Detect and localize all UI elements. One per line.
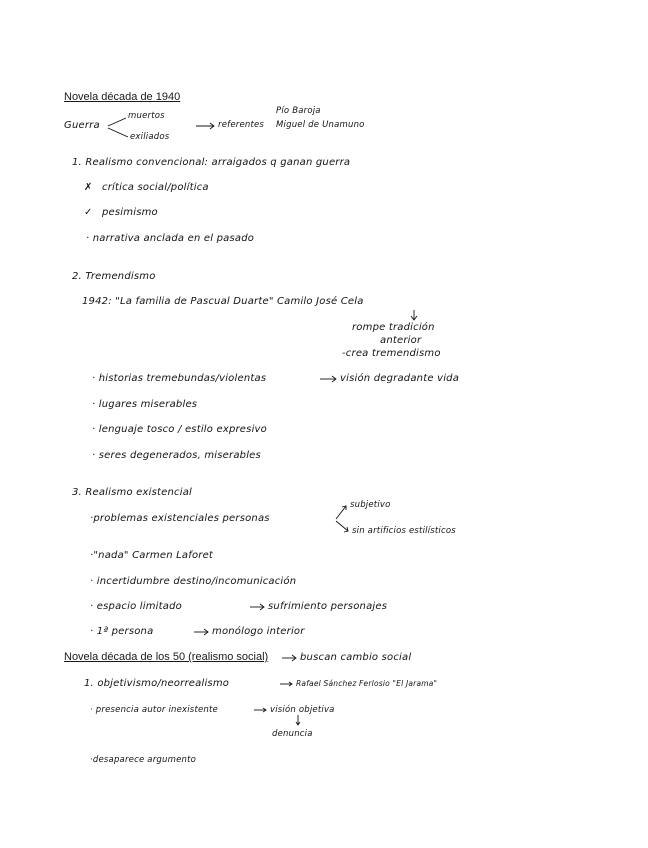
branch-subjetivo [336,506,346,519]
bullet-problemas: ·problemas existenciales personas [90,513,270,524]
item-objetivismo: 1. objetivismo/neorrealismo [84,678,230,689]
word-exiliados: exiliados [130,132,170,142]
bullet-historias: · historias tremebundas/violentas [92,373,267,384]
bullet-narrativa-anclada: · narrativa anclada en el pasado [86,233,255,244]
branch-muertos-line [108,118,126,126]
bullet-presencia-autor: · presencia autor inexistente [90,705,218,715]
bullet-incertidumbre: · incertidumbre destino/incomunicación [90,576,297,587]
note-buscan-cambio: buscan cambio social [300,652,412,663]
item-tremendismo: 2. Tremendismo [72,271,156,282]
word-guerra: Guerra [64,120,100,131]
bullet-desaparece-argumento: ·desaparece argumento [90,755,197,765]
tremendismo-work: 1942: "La familia de Pascual Duarte" Camilo José Cela [82,296,364,307]
author-pio-baroja: Pío Baroja [276,106,321,116]
note-sin-artificios: sin artificios estilísticos [352,526,456,536]
note-ferlosio: Rafael Sánchez Ferlosio "El Jarama" [296,679,438,688]
heading-1950: Novela década de los 50 (realismo social) [64,651,269,663]
note-denuncia: denuncia [272,729,313,739]
bullet-historias-result: visión degradante vida [340,373,460,384]
word-referentes: referentes [218,120,265,130]
cross-mark: ✗ [84,182,93,193]
bullet-espacio: · espacio limitado [90,601,182,612]
heading-1940: Novela década de 1940 [64,91,181,103]
word-muertos: muertos [128,111,165,121]
bullet-nada: ·"nada" Carmen Laforet [90,550,214,561]
note-subjetivo: subjetivo [350,500,391,510]
author-unamuno: Miguel de Unamuno [276,120,365,130]
note-vision-objetiva: visión objetiva [270,705,335,715]
bullet-pesimismo: pesimismo [102,207,158,218]
note-rompe-tradicion: rompe tradición [352,322,435,333]
bullet-primera-persona: · 1ª persona [90,626,154,637]
bullet-lugares: · lugares miserables [92,399,198,410]
bullet-critica-social: crítica social/política [102,182,209,193]
item-realismo-existencial: 3. Realismo existencial [72,487,193,498]
bullet-seres: · seres degenerados, miserables [92,450,261,461]
note-crea-tremendismo: -crea tremendismo [342,348,441,359]
bullet-lenguaje: · lenguaje tosco / estilo expresivo [92,424,267,435]
bullet-espacio-result: sufrimiento personajes [268,601,388,612]
check-mark: ✓ [84,207,93,218]
branch-exiliados-line [108,128,128,137]
branch-sin-artificios [336,521,348,531]
bullet-primera-persona-result: monólogo interior [212,626,305,637]
note-anterior: anterior [380,335,422,346]
item-realismo-convencional: 1. Realismo convencional: arraigados q ganan guerra [72,157,351,168]
